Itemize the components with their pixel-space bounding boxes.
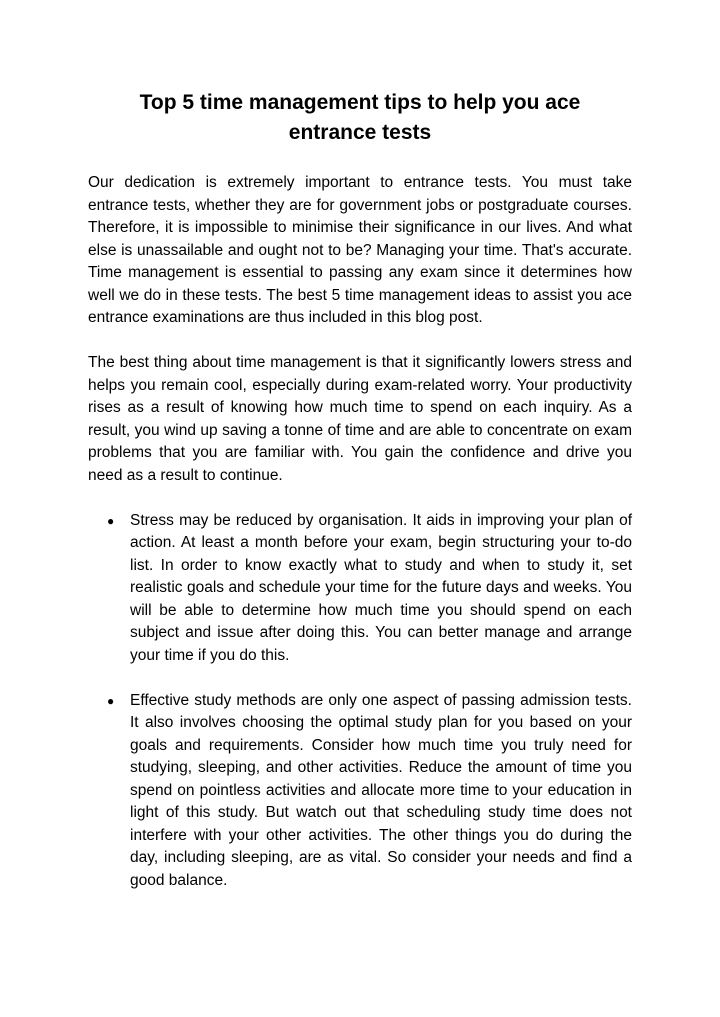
list-item-text: Effective study methods are only one aspect of passing admission tests. It also involves choosing the optimal study plan for you based on your goals and requirements. Consider how much time you truly need for studying, sleeping, and other activities. Reduce the amount of time you spend on pointless activities and allocate more time to your education in light of this study. But watch out that scheduling study time does not interfere with your other activities. The other things you do during the day, including sleeping, are as vital. So consider your needs and find a good balance. <box>130 691 632 889</box>
bullet-icon: ● <box>107 693 115 708</box>
list-item <box>107 510 632 668</box>
tips-list <box>88 510 632 893</box>
intro-paragraph: Our dedication is extremely important to entrance tests. You must take entrance tests, whether they are for government jobs or postgraduate courses. Therefore, it is impossible to minimise their significance in our lives. And what else is unassailable and ought not to be? Managing your time. That's accurate. Time management is essential to passing any exam since it determines how well we do in these tests. The best 5 time management ideas to assist you ace entrance examinations are thus included in this blog post. <box>88 174 632 326</box>
document-title: Top 5 time management tips to help you ace entrance tests <box>139 91 581 144</box>
list-item <box>107 690 632 893</box>
list-item-text: Stress may be reduced by organisation. It aids in improving your plan of action. At least a month before your exam, begin structuring your to-do list. In order to know exactly what to study and when to study it, set realistic goals and schedule your time for the future days and weeks. You will be able to determine how much time you should spend on each subject and issue after doing this. You can better manage and arrange your time if you do this. <box>130 511 632 664</box>
benefits-paragraph: The best thing about time management is that it significantly lowers stress and helps you remain cool, especially during exam-related worry. Your productivity rises as a result of knowing how much time to spend on each inquiry. As a result, you wind up saving a tonne of time and are able to concentrate on exam problems that you are familiar with. You gain the confidence and drive you need as a result to continue. <box>88 354 632 484</box>
bullet-icon: ● <box>107 513 115 528</box>
